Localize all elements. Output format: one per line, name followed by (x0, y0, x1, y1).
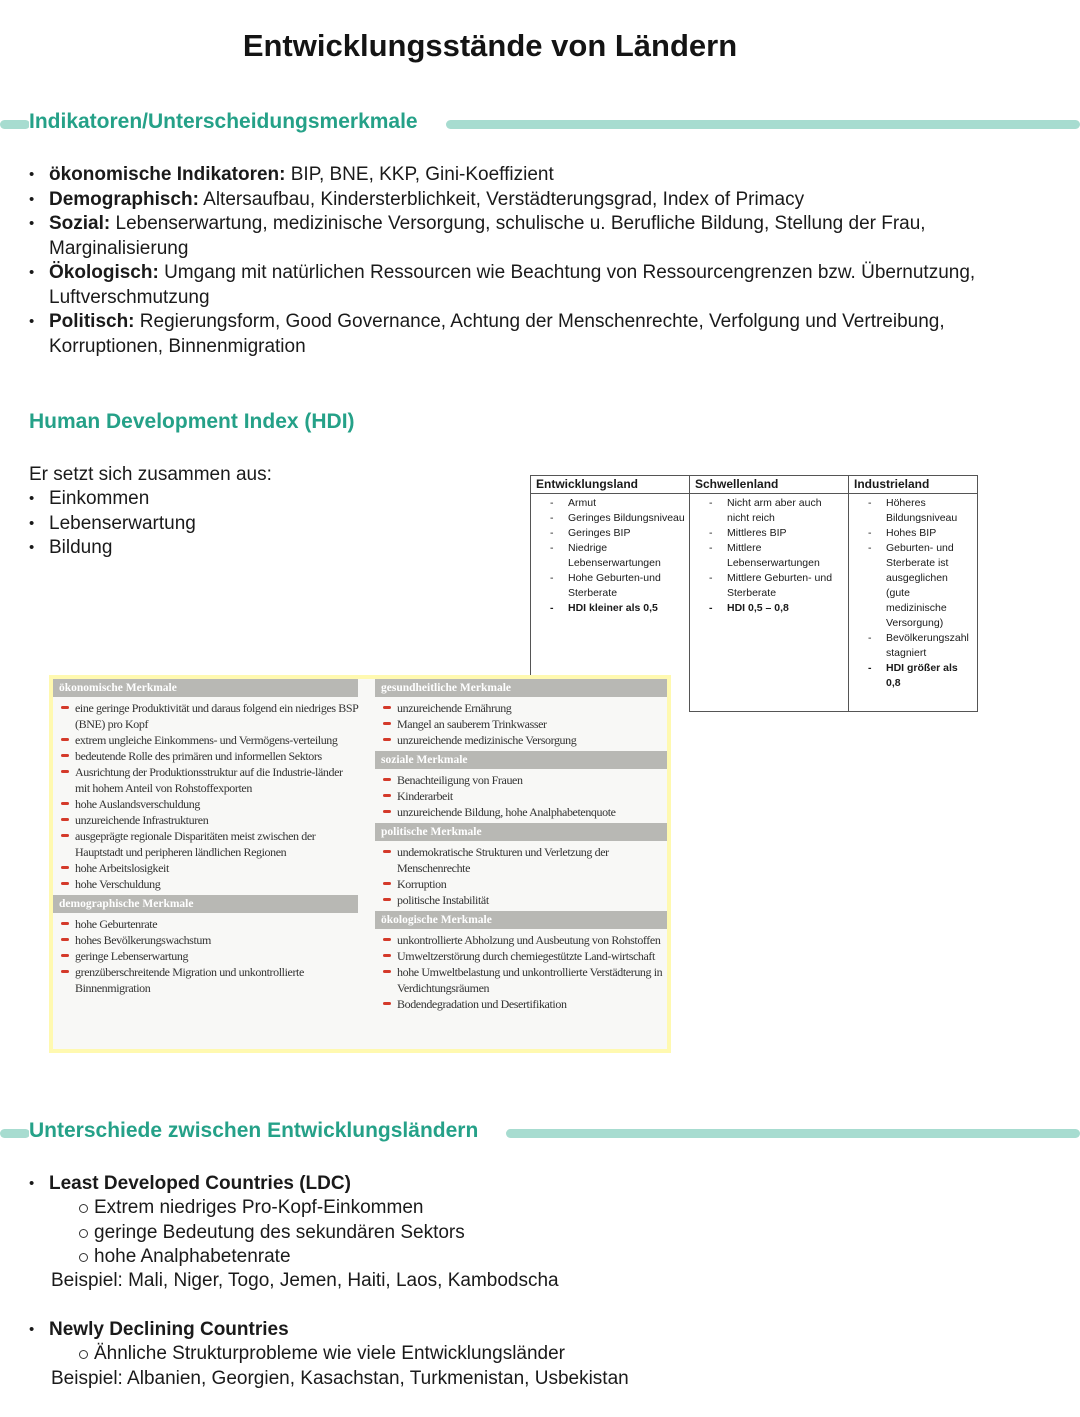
feature-group-heading: ökologische Merkmale (375, 911, 667, 929)
feature-group-heading: politische Merkmale (375, 823, 667, 841)
ndc-sublist (78, 1342, 565, 1367)
section-header-differences (0, 1119, 1080, 1149)
ndc-example: Beispiel: Albanien, Georgien, Kasachstan, Turkmenistan, Usbekistan (51, 1368, 629, 1389)
ldc-example: Beispiel: Mali, Niger, Togo, Jemen, Haiti, Laos, Kambodscha (51, 1270, 559, 1291)
list-item: unkontrollierte Abholzung und Ausbeutung von Rohstoffen (375, 932, 667, 948)
feature-group-heading: soziale Merkmale (375, 751, 667, 769)
ldc-sublist (78, 1196, 465, 1270)
page-title: Entwicklungsstände von Ländern (242, 28, 738, 63)
list-item: hohe Arbeitslosigkeit (53, 860, 358, 876)
section-heading: Indikatoren/Unterscheidungsmerkmale (29, 110, 422, 134)
header-bar-right (446, 120, 1080, 129)
textbook-feature-table (49, 675, 671, 1053)
list-item: Extrem niedriges Pro-Kopf-Einkommen (78, 1196, 465, 1221)
list-item: hohe Analphabetenrate (78, 1245, 465, 1270)
table-cell (690, 494, 849, 698)
ldc-list (29, 1172, 351, 1197)
table-header: Industrieland (849, 476, 978, 494)
header-bar-left (0, 1129, 30, 1138)
table-list-item: - Geringes BIP (535, 526, 685, 541)
feature-group-heading: demographische Merkmale (53, 895, 358, 913)
feature-group-heading: ökonomische Merkmale (53, 679, 358, 697)
table-cell (849, 494, 978, 698)
list-item: extrem ungleiche Einkommens- und Vermögens-verteilung (53, 732, 358, 748)
table-list-item: - Geburten- und Sterberate ist ausgeglichen (gute medizinische Versorgung) (853, 541, 973, 631)
list-item: • Ökologisch: Umgang mit natürlichen Ressourcen wie Beachtung von Ressourcengrenzen bzw. Übernutzung, Luftverschmutzung (29, 261, 1059, 310)
list-item: Benachteiligung von Frauen (375, 772, 667, 788)
indicator-list (29, 163, 1059, 359)
list-item: • Sozial: Lebenserwartung, medizinische Versorgung, schulische u. Berufliche Bildung, Stellung der Frau, Marginalisierung (29, 212, 1059, 261)
list-item: • Bildung (29, 536, 196, 561)
list-item: ausgeprägte regionale Disparitäten meist zwischen der Hauptstadt und peripheren ländlichen Regionen (53, 828, 358, 860)
table-list-item: - HDI 0,5 – 0,8 (694, 601, 844, 616)
table-header: Entwicklungsland (531, 476, 690, 494)
table-list-item: - HDI kleiner als 0,5 (535, 601, 685, 616)
list-item: Ähnliche Strukturprobleme wie viele Entwicklungsländer (78, 1342, 565, 1367)
feature-list (375, 932, 667, 1012)
section-header-indicators (0, 110, 1080, 140)
table-list-item: - Geringes Bildungsniveau (535, 511, 685, 526)
list-item: Mangel an sauberem Trinkwasser (375, 716, 667, 732)
table-list-item: - Hohe Geburten-und Sterberate (535, 571, 685, 601)
list-item: hohes Bevölkerungswachstum (53, 932, 358, 948)
list-item: unzureichende medizinische Versorgung (375, 732, 667, 748)
list-item: Umweltzerstörung durch chemiegestützte Land-wirtschaft (375, 948, 667, 964)
table-header: Schwellenland (690, 476, 849, 494)
header-bar-right (506, 1129, 1080, 1138)
table-cell (690, 697, 849, 712)
list-item: undemokratische Strukturen und Verletzung der Menschenrechte (375, 844, 667, 876)
list-item: hohe Geburtenrate (53, 916, 358, 932)
list-item: • Lebenserwartung (29, 512, 196, 537)
table-list-item: - Nicht arm aber auch nicht reich (694, 496, 844, 526)
list-item: Kinderarbeit (375, 788, 667, 804)
list-item: geringe Bedeutung des sekundären Sektors (78, 1221, 465, 1246)
list-item: grenzüberschreitende Migration und unkontrollierte Binnenmigration (53, 964, 358, 996)
table-list-item: - Armut (535, 496, 685, 511)
table-cell (849, 697, 978, 712)
list-item: unzureichende Bildung, hohe Analphabetenquote (375, 804, 667, 820)
feature-group-heading: gesundheitliche Merkmale (375, 679, 667, 697)
table-list-item: - Mittlere Lebenserwartungen (694, 541, 844, 571)
table-list-item: - HDI größer als 0,8 (853, 661, 973, 691)
feature-list (375, 844, 667, 908)
table-list-item: - Höheres Bildungsniveau (853, 496, 973, 526)
header-bar-left (0, 120, 30, 129)
list-item: eine geringe Produktivität und daraus folgend ein niedriges BSP (BNE) pro Kopf (53, 700, 358, 732)
list-item: bedeutende Rolle des primären und informellen Sektors (53, 748, 358, 764)
table-list-item: - Niedrige Lebenserwartungen (535, 541, 685, 571)
list-item: Korruption (375, 876, 667, 892)
hdi-component-list (29, 487, 196, 561)
feature-list (375, 700, 667, 748)
list-item: politische Instabilität (375, 892, 667, 908)
table-list-item: - Bevölkerungszahl stagniert (853, 631, 973, 661)
feature-list (375, 772, 667, 820)
list-item: hohe Verschuldung (53, 876, 358, 892)
list-item: unzureichende Infrastrukturen (53, 812, 358, 828)
list-item: • Least Developed Countries (LDC) (29, 1172, 351, 1197)
table-cell (531, 494, 690, 698)
list-item: • Einkommen (29, 487, 196, 512)
hdi-intro: Er setzt sich zusammen aus: (29, 464, 272, 485)
list-item: hohe Auslandsverschuldung (53, 796, 358, 812)
table-list-item: - Mittleres BIP (694, 526, 844, 541)
list-item: • Demographisch: Altersaufbau, Kindersterblichkeit, Verstädterungsgrad, Index of Primacy (29, 188, 1059, 213)
list-item: Ausrichtung der Produktionsstruktur auf die Industrie-länder mit hohem Anteil von Rohstoffexporten (53, 764, 358, 796)
table-list-item: - Hohes BIP (853, 526, 973, 541)
table-list-item: - Mittlere Geburten- und Sterberate (694, 571, 844, 601)
section-heading: Unterschiede zwischen Entwicklungsländern (29, 1119, 482, 1143)
list-item: • Politisch: Regierungsform, Good Governance, Achtung der Menschenrechte, Verfolgung und Vertreibung, Korruptionen, Binnenmigration (29, 310, 1059, 359)
feature-list (53, 700, 358, 892)
feature-list (53, 916, 358, 996)
list-item: unzureichende Ernährung (375, 700, 667, 716)
list-item: Bodendegradation und Desertifikation (375, 996, 667, 1012)
list-item: • Newly Declining Countries (29, 1318, 289, 1343)
hdi-heading: Human Development Index (HDI) (29, 410, 355, 433)
list-item: hohe Umweltbelastung und unkontrollierte Verstädterung in Verdichtungsräumen (375, 964, 667, 996)
list-item: geringe Lebenserwartung (53, 948, 358, 964)
list-item: • ökonomische Indikatoren: BIP, BNE, KKP, Gini-Koeffizient (29, 163, 1059, 188)
ndc-list (29, 1318, 289, 1343)
